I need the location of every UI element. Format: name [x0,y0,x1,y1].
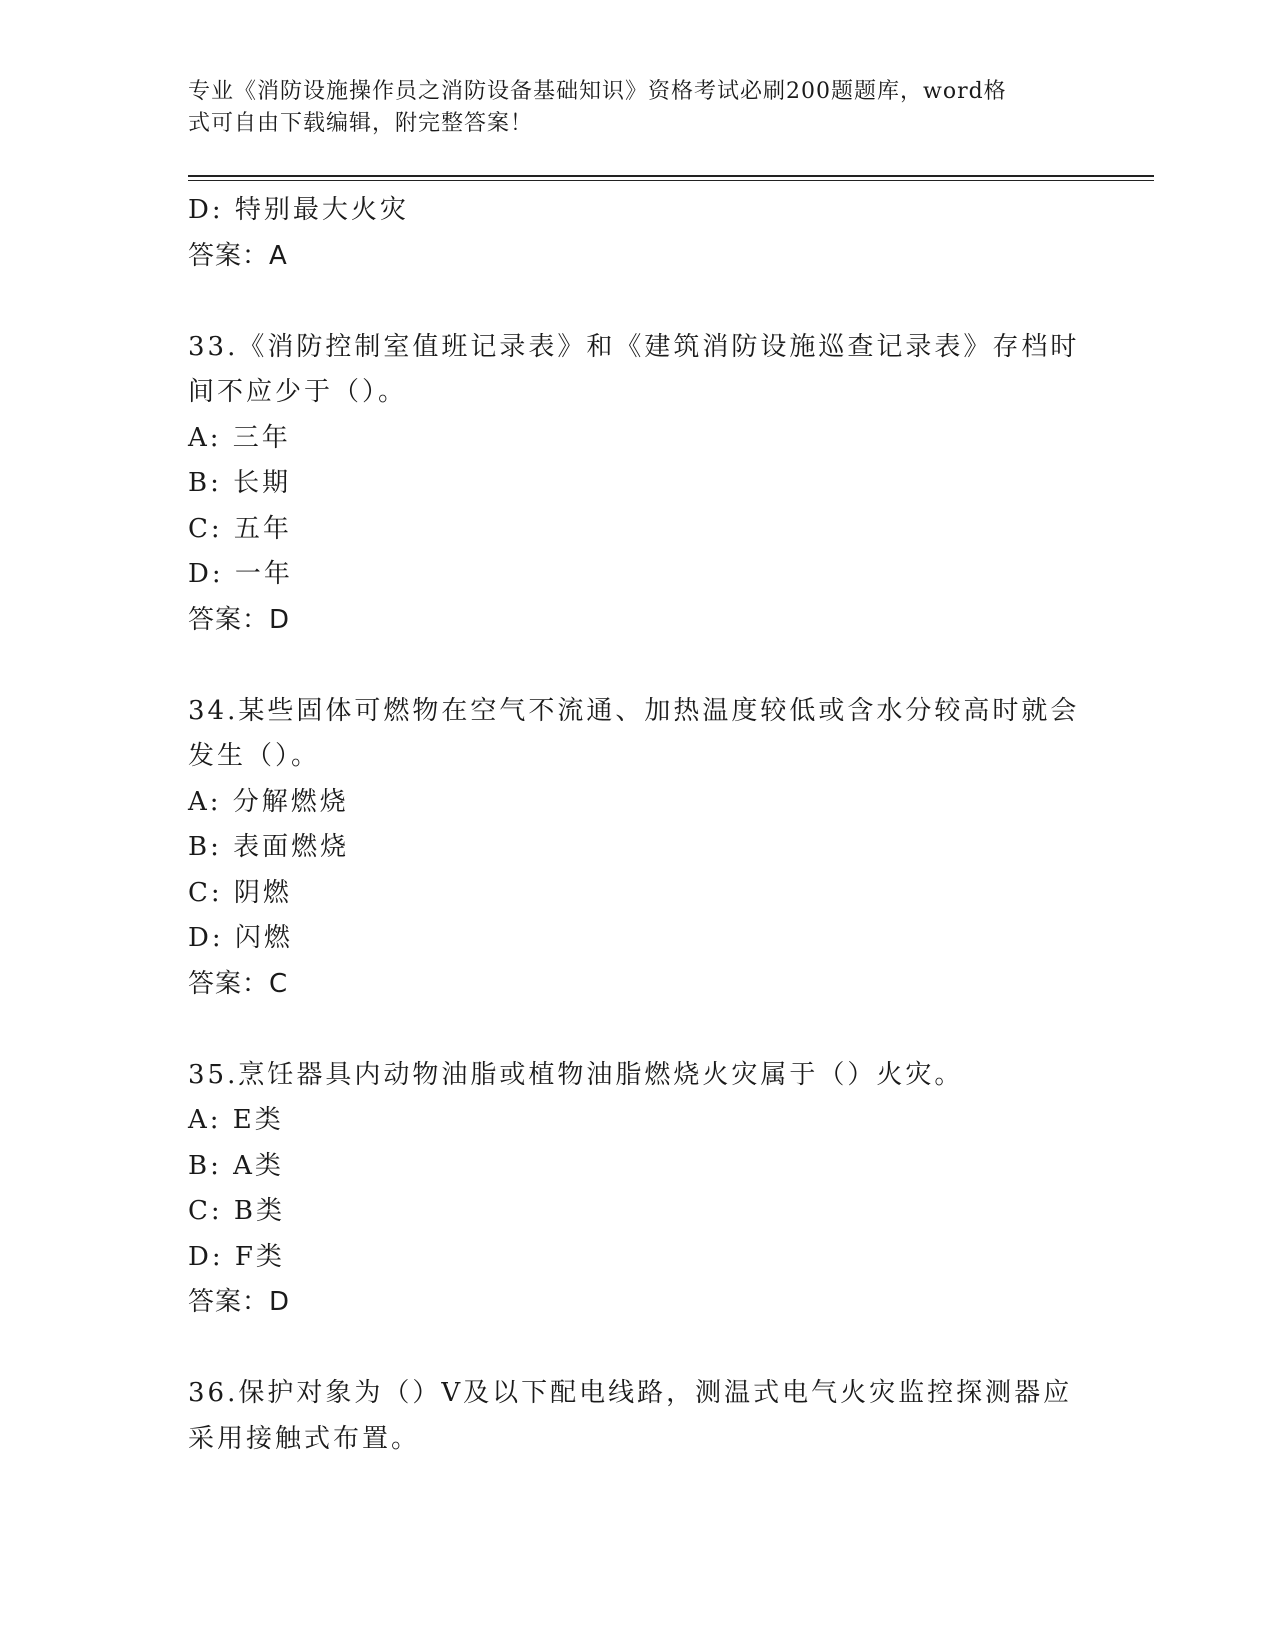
question-stem: 35.烹饪器具内动物油脂或植物油脂燃烧火灾属于（）火灾。 [188,1059,964,1090]
question-35 [188,1053,1088,1326]
answer: 答案：D [188,604,291,635]
option-d: D: 闪燃 [188,923,293,953]
question-stem: 采用接触式布置。 [188,1423,421,1454]
spacer [188,643,1088,689]
option-c: C: 五年 [188,513,292,544]
option-d: D: 一年 [188,559,293,589]
answer: 答案：C [188,968,289,999]
spacer [188,1007,1088,1053]
question-33 [188,325,1088,644]
previous-question-tail [188,188,1088,279]
option-a: A: 分解燃烧 [188,786,349,817]
option-d: D: 特别最大火灾 [188,195,409,225]
header-title-line-2: 式可自由下载编辑，附完整答案！ [188,111,534,136]
option-d: D: F类 [188,1241,285,1272]
option-b: B: A类 [188,1150,284,1181]
option-b: B: 长期 [188,468,292,498]
question-stem: 36.保护对象为（）V及以下配电线路，测温式电气火灾监控探测器应 [188,1378,1073,1408]
answer: 答案：D [188,1287,291,1317]
header-title-line-1: 专业《消防设施操作员之消防设备基础知识》资格考试必刷200题题库，word格 [188,79,1007,104]
option-a: A: 三年 [188,422,291,453]
document-header [188,76,1068,140]
option-c: C: 阴燃 [188,877,292,908]
question-36 [188,1371,1088,1462]
header-divider-thick [188,175,1154,177]
question-stem: 间不应少于（）。 [188,377,408,407]
question-list [188,188,1088,1462]
spacer [188,1326,1088,1372]
spacer [188,279,1088,325]
question-stem: 34.某些固体可燃物在空气不流通、加热温度较低或含水分较高时就会 [188,695,1080,726]
question-34 [188,689,1088,1008]
question-stem: 33.《消防控制室值班记录表》和《建筑消防设施巡查记录表》存档时 [188,331,1080,362]
option-b: B: 表面燃烧 [188,832,350,862]
question-stem: 发生（）。 [188,741,321,771]
header-divider-thin [188,180,1154,181]
answer: 答案：A [188,240,288,271]
option-c: C: B类 [188,1196,286,1226]
option-a: A: E类 [188,1105,284,1135]
